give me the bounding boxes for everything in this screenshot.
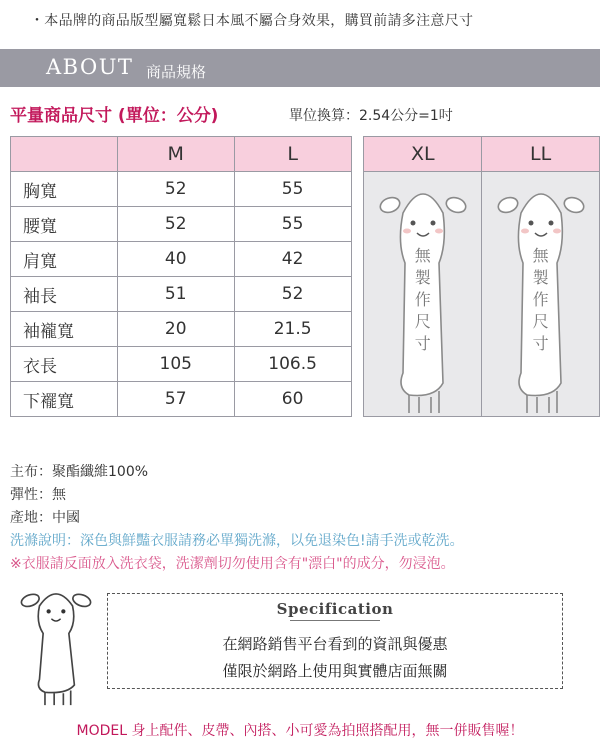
llama-icon [10, 582, 102, 707]
row-label: 袖襱寬 [11, 312, 118, 347]
row-value-l: 21.5 [234, 312, 351, 347]
row-value-m: 52 [117, 207, 234, 242]
size-header-ll: LL [482, 137, 600, 172]
row-value-m: 57 [117, 382, 234, 417]
material-text: 主布：聚酯纖維100% [10, 464, 149, 480]
row-value-m: 51 [117, 277, 234, 312]
row-value-l: 106.5 [234, 347, 351, 382]
row-value-l: 55 [234, 172, 351, 207]
row-value-l: 52 [234, 277, 351, 312]
size-table [10, 136, 600, 417]
row-value-m: 20 [117, 312, 234, 347]
wash-instructions: 洗滌說明：深色與鮮豔衣服請務必單獨洗滌，以免退染色!請手洗或乾洗。 [10, 533, 464, 549]
specification-title: Specification [276, 600, 394, 618]
size-header-m: M [117, 137, 234, 172]
specification-line-1: 在網路銷售平台看到的資訊與優惠 [222, 635, 448, 653]
size-table-heading: 平量商品尺寸 (單位：公分) [10, 106, 219, 126]
brand-note: ・本品牌的商品版型屬寬鬆日本風不屬合身效果，購買前請多注意尺寸 [30, 13, 474, 29]
unit-conversion: 單位換算：2.54公分=1吋 [289, 108, 453, 124]
row-value-m: 105 [117, 347, 234, 382]
row-label: 衣長 [11, 347, 118, 382]
ll-not-made-panel [482, 172, 600, 417]
row-label: 肩寬 [11, 242, 118, 277]
laundry-note: ※衣服請反面放入洗衣袋，洗潔劑切勿使用含有"漂白"的成分，勿浸泡。 [10, 556, 455, 572]
row-value-l: 60 [234, 382, 351, 417]
about-title: ABOUT [46, 55, 134, 79]
size-header-xl: XL [364, 137, 482, 172]
not-made-text-ll: 無製作尺寸 [532, 246, 549, 353]
row-label: 腰寬 [11, 207, 118, 242]
row-value-m: 52 [117, 172, 234, 207]
row-label: 袖長 [11, 277, 118, 312]
footer-note: MODEL 身上配件、皮帶、內搭、小可愛為拍照搭配用，無一併販售喔！ [76, 723, 524, 739]
row-label: 胸寬 [11, 172, 118, 207]
elasticity-text: 彈性：無 [10, 487, 66, 503]
header-corner [11, 137, 118, 172]
row-label: 下襬寬 [11, 382, 118, 417]
not-made-text-xl: 無製作尺寸 [414, 246, 431, 353]
row-value-m: 40 [117, 242, 234, 277]
table-row [11, 172, 600, 207]
specification-line-2: 僅限於網路上使用與實體店面無關 [222, 662, 448, 680]
size-header-row [11, 137, 600, 172]
origin-text: 產地：中國 [10, 510, 80, 526]
row-value-l: 55 [234, 207, 351, 242]
divider [290, 620, 380, 621]
xl-not-made-panel [364, 172, 482, 417]
row-value-l: 42 [234, 242, 351, 277]
about-subtitle: 商品規格 [146, 63, 207, 81]
size-header-l: L [234, 137, 351, 172]
